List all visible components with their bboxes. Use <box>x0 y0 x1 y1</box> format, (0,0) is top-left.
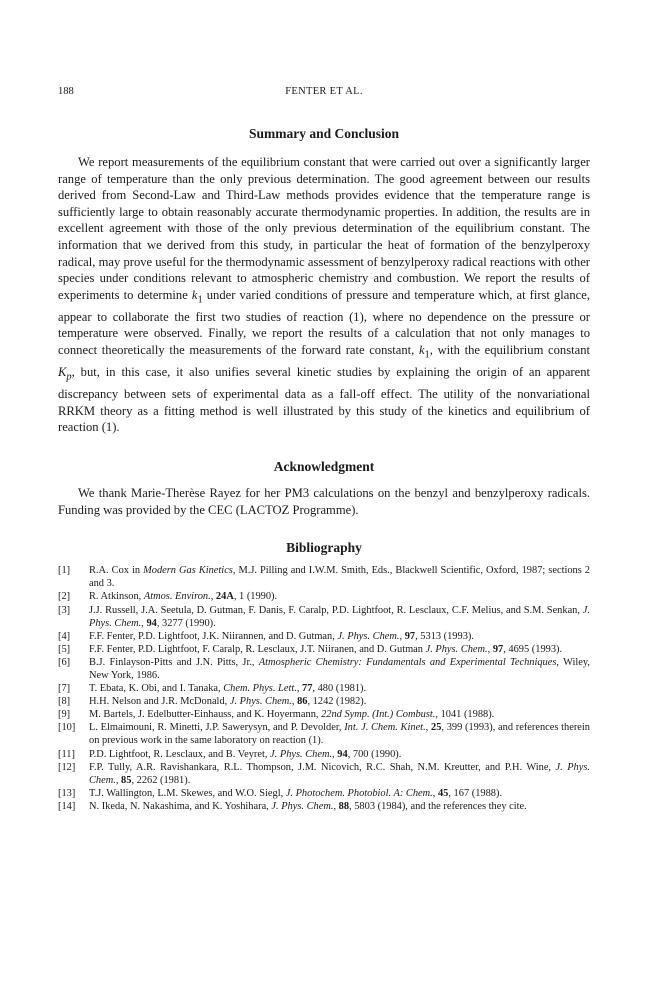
reference-item <box>58 604 590 630</box>
reference-text: P.D. Lightfoot, R. Lesclaux, and B. Veyret, J. Phys. Chem., 94, 700 (1990). <box>89 748 402 760</box>
reference-number: [13] <box>58 787 76 799</box>
main-content <box>58 126 590 813</box>
reference-item <box>58 643 590 656</box>
reference-number: [2] <box>58 591 71 603</box>
reference-number: [7] <box>58 683 71 695</box>
reference-item <box>58 748 590 761</box>
acknowledgment-paragraph: We thank Marie-Therèse Rayez for her PM3 calculations on the benzyl and benzylperoxy radicals. Funding was provided by the CEC (LACTOZ Programme). <box>58 486 590 517</box>
reference-number: [6] <box>58 656 71 668</box>
reference-item <box>58 682 590 695</box>
reference-number: [3] <box>58 604 71 616</box>
reference-item <box>58 656 590 682</box>
page-number: 188 <box>58 86 74 97</box>
reference-text: B.J. Finlayson-Pitts and J.N. Pitts, Jr., Atmospheric Chemistry: Fundamentals and Experimental Techniques, Wiley, New York, 1986. <box>89 656 590 681</box>
reference-text: T.J. Wallington, L.M. Skewes, and W.O. Siegl, J. Photochem. Photobiol. A: Chem., 45, 167 (1988). <box>89 787 503 799</box>
reference-item <box>58 590 590 603</box>
running-head: FENTER ET AL. <box>285 86 363 97</box>
reference-item <box>58 695 590 708</box>
reference-item <box>58 787 590 800</box>
summary-heading: Summary and Conclusion <box>248 126 400 141</box>
page-header <box>58 86 590 102</box>
bibliography-heading: Bibliography <box>286 540 362 556</box>
acknowledgment-section <box>58 459 590 518</box>
reference-item <box>58 761 590 787</box>
reference-text: F.P. Tully, A.R. Ravishankara, R.L. Thompson, J.M. Nicovich, R.C. Shah, N.M. Kreutter, and P.H. Wine, J. Phys. Chem., 85, 2262 (1981). <box>89 761 590 786</box>
reference-number: [10] <box>58 722 76 734</box>
reference-text: L. Elmaimouni, R. Minetti, J.P. Sawerysyn, and P. Devolder, Int. J. Chem. Kinet., 25, 399 (1993), and references therein on previous work in the same laboratory on reaction (1). <box>89 722 590 747</box>
reference-text: M. Bartels, J. Edelbutter-Einhauss, and K. Hoyermann, 22nd Symp. (Int.) Combust., 1041 (1988). <box>89 709 495 721</box>
reference-number: [4] <box>58 630 71 642</box>
reference-item <box>58 564 590 590</box>
reference-number: [14] <box>58 800 76 812</box>
reference-text: T. Ebata, K. Obi, and I. Tanaka, Chem. Phys. Lett., 77, 480 (1981). <box>89 683 367 695</box>
reference-text: J.J. Russell, J.A. Seetula, D. Gutman, F. Danis, F. Caralp, P.D. Lightfoot, R. Lesclaux, C.F. Melius, and S.M. Senkan, J. Phys. Chem., 94, 3277 (1990). <box>89 604 590 629</box>
reference-text: F.F. Fenter, P.D. Lightfoot, F. Caralp, R. Lesclaux, J.T. Niiranen, and D. Gutman J. Phys. Chem., 97, 4695 (1993). <box>89 643 563 655</box>
reference-item <box>58 800 590 813</box>
reference-list <box>58 564 590 813</box>
summary-section <box>58 126 590 436</box>
summary-paragraph: We report measurements of the equilibrium constant that were carried out over a significantly larger range of temperature than the only previous determination. The good agreement between our results derived from Second-Law and Third-Law methods provides evidence that the temperature range is sufficiently large to obtain reasonably accurate thermodynamic properties. In addition, the results are in excellent agreement with those of the only previous determination of the equilibrium constant. The information that we derived from this study, in particular the heat of formation of the benzylperoxy radical, may prove useful for the thermodynamic assessment of benzylperoxy radical reactions with other species under conditions relevant to atmospheric chemistry and combustion. We report the results of experiments to determine $k_1$ under varied conditions of pressure and temperature which, at first glance, appear to collaborate the first two studies of reaction (1), where no dependence on the pressure or temperature were observed. Finally, we report the results of a calculation that not only manages to connect theoretically the measurements of the forward rate constant, $k_1$, with the equilibrium constant $K_p$, but, in this case, it also unifies several kinetic studies by explaining the origin of an apparent discrepancy between sets of experimental data as a fall-off effect. The utility of the nonvariational RRKM theory as a fitting method is well illustrated by this study of the kinetics and equilibrium of reaction (1). <box>58 155 590 435</box>
reference-text: R. Atkinson, Atmos. Environ., 24A, 1 (1990). <box>89 591 278 603</box>
acknowledgment-heading: Acknowledgment <box>273 459 375 475</box>
reference-text: R.A. Cox in Modern Gas Kinetics, M.J. Pilling and I.W.M. Smith, Eds., Blackwell Scientific, Oxford, 1987; sections 2 and 3. <box>89 565 590 590</box>
reference-number: [9] <box>58 709 71 721</box>
reference-item <box>58 721 590 747</box>
reference-number: [1] <box>58 565 71 577</box>
reference-item <box>58 708 590 721</box>
reference-text: N. Ikeda, N. Nakashima, and K. Yoshihara, J. Phys. Chem., 88, 5803 (1984), and the references they cite. <box>89 800 527 812</box>
reference-item <box>58 630 590 643</box>
reference-number: [8] <box>58 696 71 708</box>
reference-number: [11] <box>58 748 75 760</box>
reference-number: [12] <box>58 761 76 773</box>
reference-number: [5] <box>58 643 71 655</box>
reference-text: H.H. Nelson and J.R. McDonald, J. Phys. Chem., 86, 1242 (1982). <box>89 696 367 708</box>
bibliography-section <box>58 540 590 813</box>
reference-text: F.F. Fenter, P.D. Lightfoot, J.K. Niirannen, and D. Gutman, J. Phys. Chem., 97, 5313 (1993). <box>89 630 474 642</box>
